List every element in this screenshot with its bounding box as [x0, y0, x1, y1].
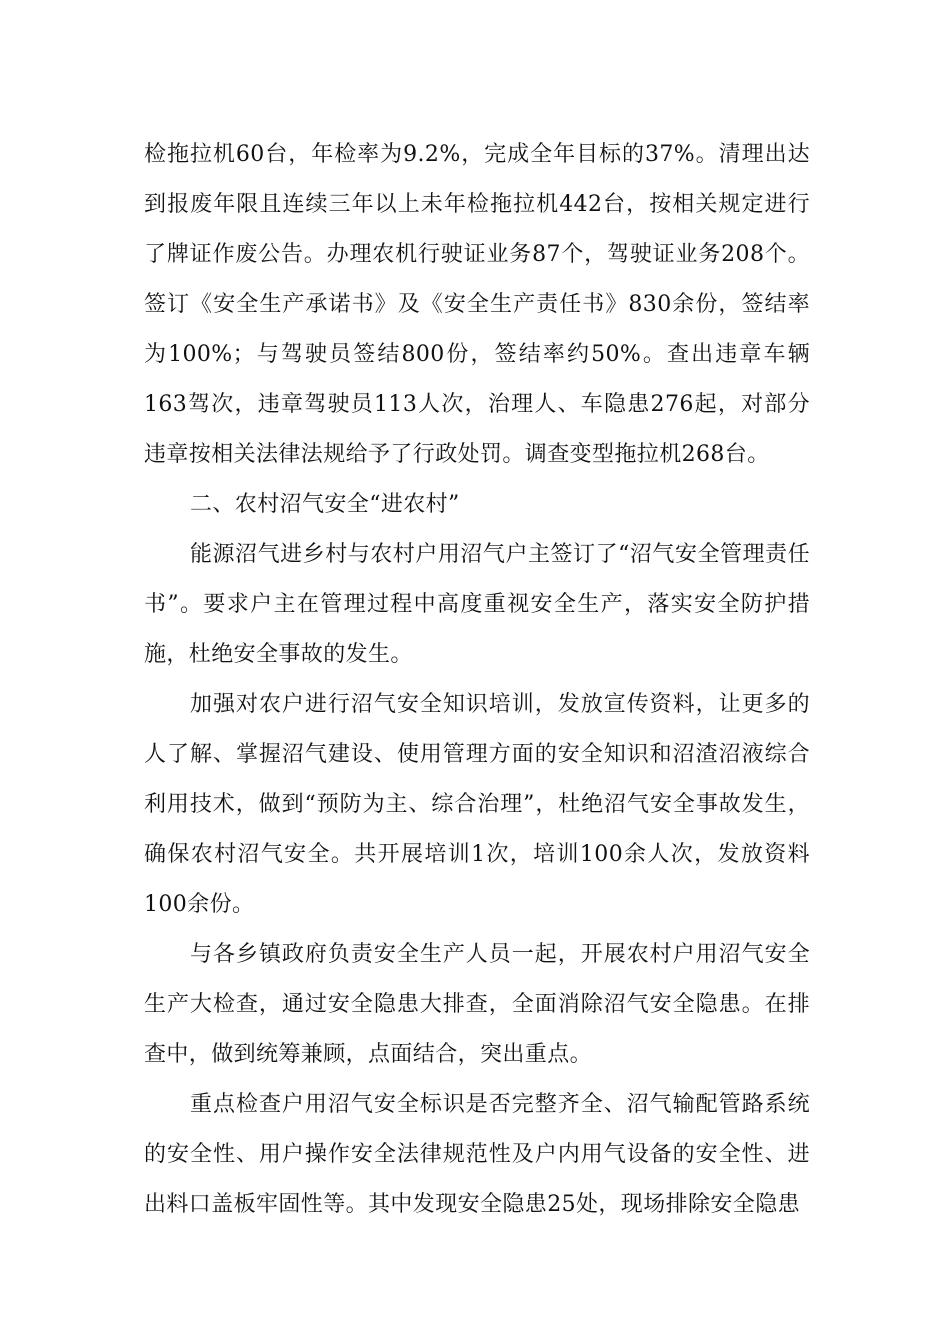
body-text: [144, 130, 810, 1230]
paragraph-responsibility: 能源沼气进乡村与农村户用沼气户主签订了“沼气安全管理责任书”。要求户主在管理过程中高度重视安全生产，落实安全防护措施，杜绝安全事故的发生。: [144, 542, 810, 667]
section-heading: 二、农村沼气安全“进农村”: [190, 492, 460, 517]
paragraph-training: 加强对农户进行沼气安全知识培训，发放宣传资料，让更多的人了解、掌握沼气建设、使用管理方面的安全知识和沼渣沼液综合利用技术，做到“预防为主、综合治理”，杜绝沼气安全事故发生，确保农村沼气安全。共开展培训1次，培训100余人次，发放资料100余份。: [144, 692, 810, 917]
paragraph-continuation: 检拖拉机60台，年检率为9.2%，完成全年目标的37%。清理出达到报废年限且连续三年以上未年检拖拉机442台，按相关规定进行了牌证作废公告。办理农机行驶证业务87个，驾驶证业务208个。签订《安全生产承诺书》及《安全生产责任书》830余份，签结率为100%；与驾驶员签结800份，签结率约50%。查出违章车辆163驾次，违章驾驶员113人次，治理人、车隐患276起，对部分违章按相关法律法规给予了行政处罚。调查变型拖拉机268台。: [144, 142, 810, 467]
paragraph-inspection: 与各乡镇政府负责安全生产人员一起，开展农村户用沼气安全生产大检查，通过安全隐患大排查，全面消除沼气安全隐患。在排查中，做到统筹兼顾，点面结合，突出重点。: [144, 942, 810, 1067]
paragraph-key-checks: 重点检查户用沼气安全标识是否完整齐全、沼气输配管路系统的安全性、用户操作安全法律规范性及户内用气设备的安全性、进出料口盖板牢固性等。其中发现安全隐患25处，现场排除安全隐患: [144, 1092, 810, 1217]
